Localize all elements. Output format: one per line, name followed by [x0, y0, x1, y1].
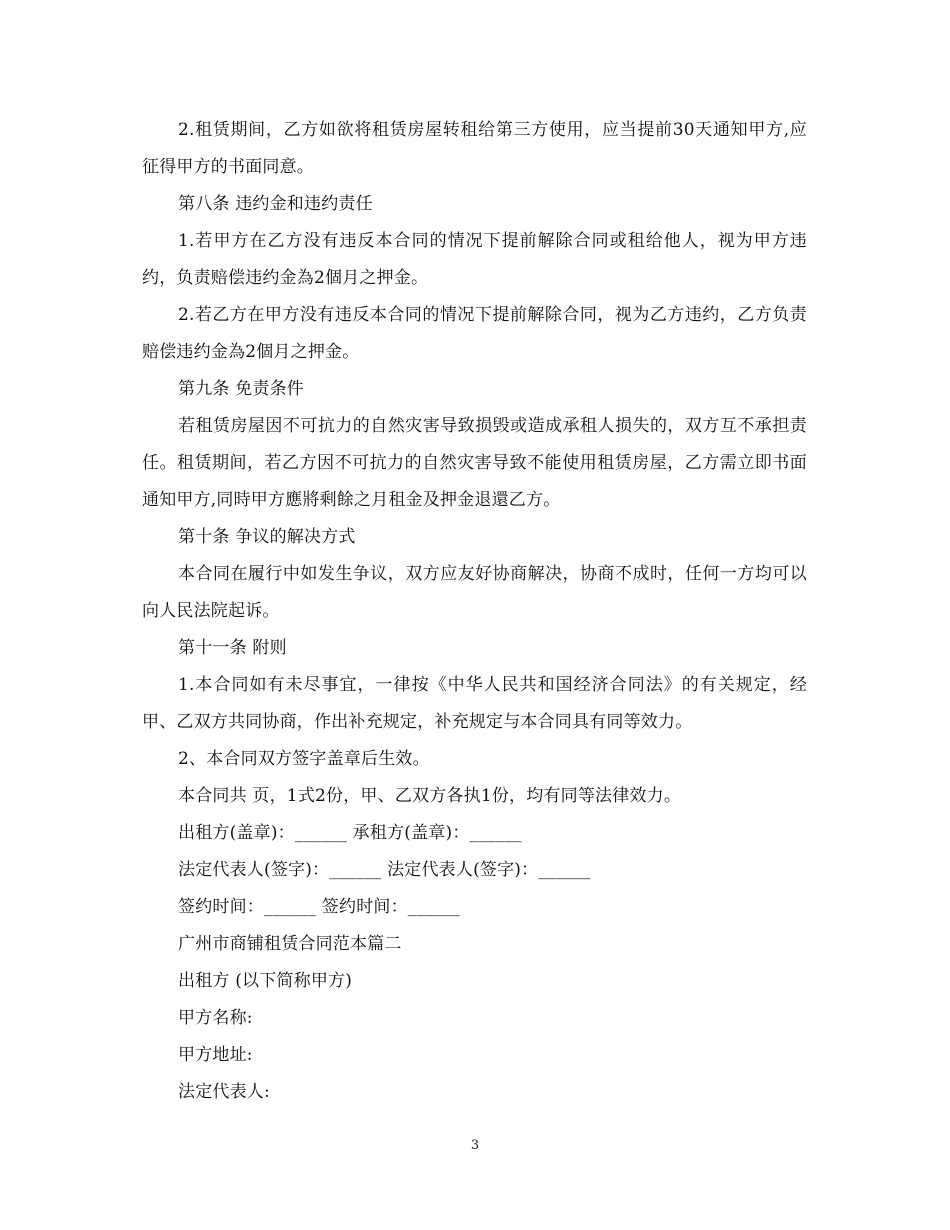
- article-11-heading: 第十一条 附则: [178, 638, 287, 658]
- article-10-heading: 第十条 争议的解决方式: [178, 527, 356, 547]
- representative-signature-line: 法定代表人(签字)：______ 法定代表人(签字)：______: [178, 860, 591, 880]
- section-title: 广州市商铺租赁合同范本篇二: [178, 934, 402, 954]
- article-11-item-1: 1.本合同如有未尽事宜，一律按《中华人民共和国经济合同法》的有关规定，经甲、乙双方共同协商，作出补充规定，补充规定与本合同具有同等效力。: [142, 675, 807, 732]
- article-8-heading: 第八条 违约金和违约责任: [178, 194, 373, 214]
- party-a-name-field: 甲方名称:: [178, 1008, 253, 1028]
- party-a-address-field: 甲方地址:: [178, 1045, 253, 1065]
- article-9-heading: 第九条 免责条件: [178, 379, 305, 399]
- lessor-label: 出租方 (以下简称甲方): [178, 971, 353, 991]
- seal-line: 出租方(盖章)：______ 承租方(盖章)：______: [178, 823, 522, 843]
- clause-7-item-2: 2.租赁期间，乙方如欲将租赁房屋转租给第三方使用，应当提前30天通知甲方,应征得甲方的书面同意。: [142, 120, 807, 177]
- signing-date-line: 签约时间：______ 签约时间：______: [178, 897, 461, 917]
- article-11-item-2: 2、本合同双方签字盖章后生效。: [178, 749, 430, 769]
- article-10-text: 本合同在履行中如发生争议，双方应友好协商解决，协商不成时，任何一方均可以向人民法院起诉。: [142, 564, 807, 621]
- legal-representative-field: 法定代表人:: [178, 1082, 270, 1102]
- document-body: [142, 112, 807, 1111]
- article-8-item-1: 1.若甲方在乙方没有违反本合同的情况下提前解除合同或租给他人，视为甲方违约，负责赔偿违约金為2個月之押金。: [142, 231, 807, 288]
- article-8-item-2: 2.若乙方在甲方没有违反本合同的情况下提前解除合同，视为乙方违约，乙方负责赔偿违约金為2個月之押金。: [142, 305, 807, 362]
- copies-statement: 本合同共 页，1式2份，甲、乙双方各执1份，均有同等法律效力。: [178, 786, 682, 806]
- page-number: 3: [470, 1138, 480, 1153]
- article-9-text: 若租赁房屋因不可抗力的自然灾害导致损毁或造成承租人损失的，双方互不承担责任。租赁期间，若乙方因不可抗力的自然灾害导致不能使用租赁房屋，乙方需立即书面通知甲方,同時甲方應將剩餘之月租金及押金退還乙方。: [142, 416, 807, 510]
